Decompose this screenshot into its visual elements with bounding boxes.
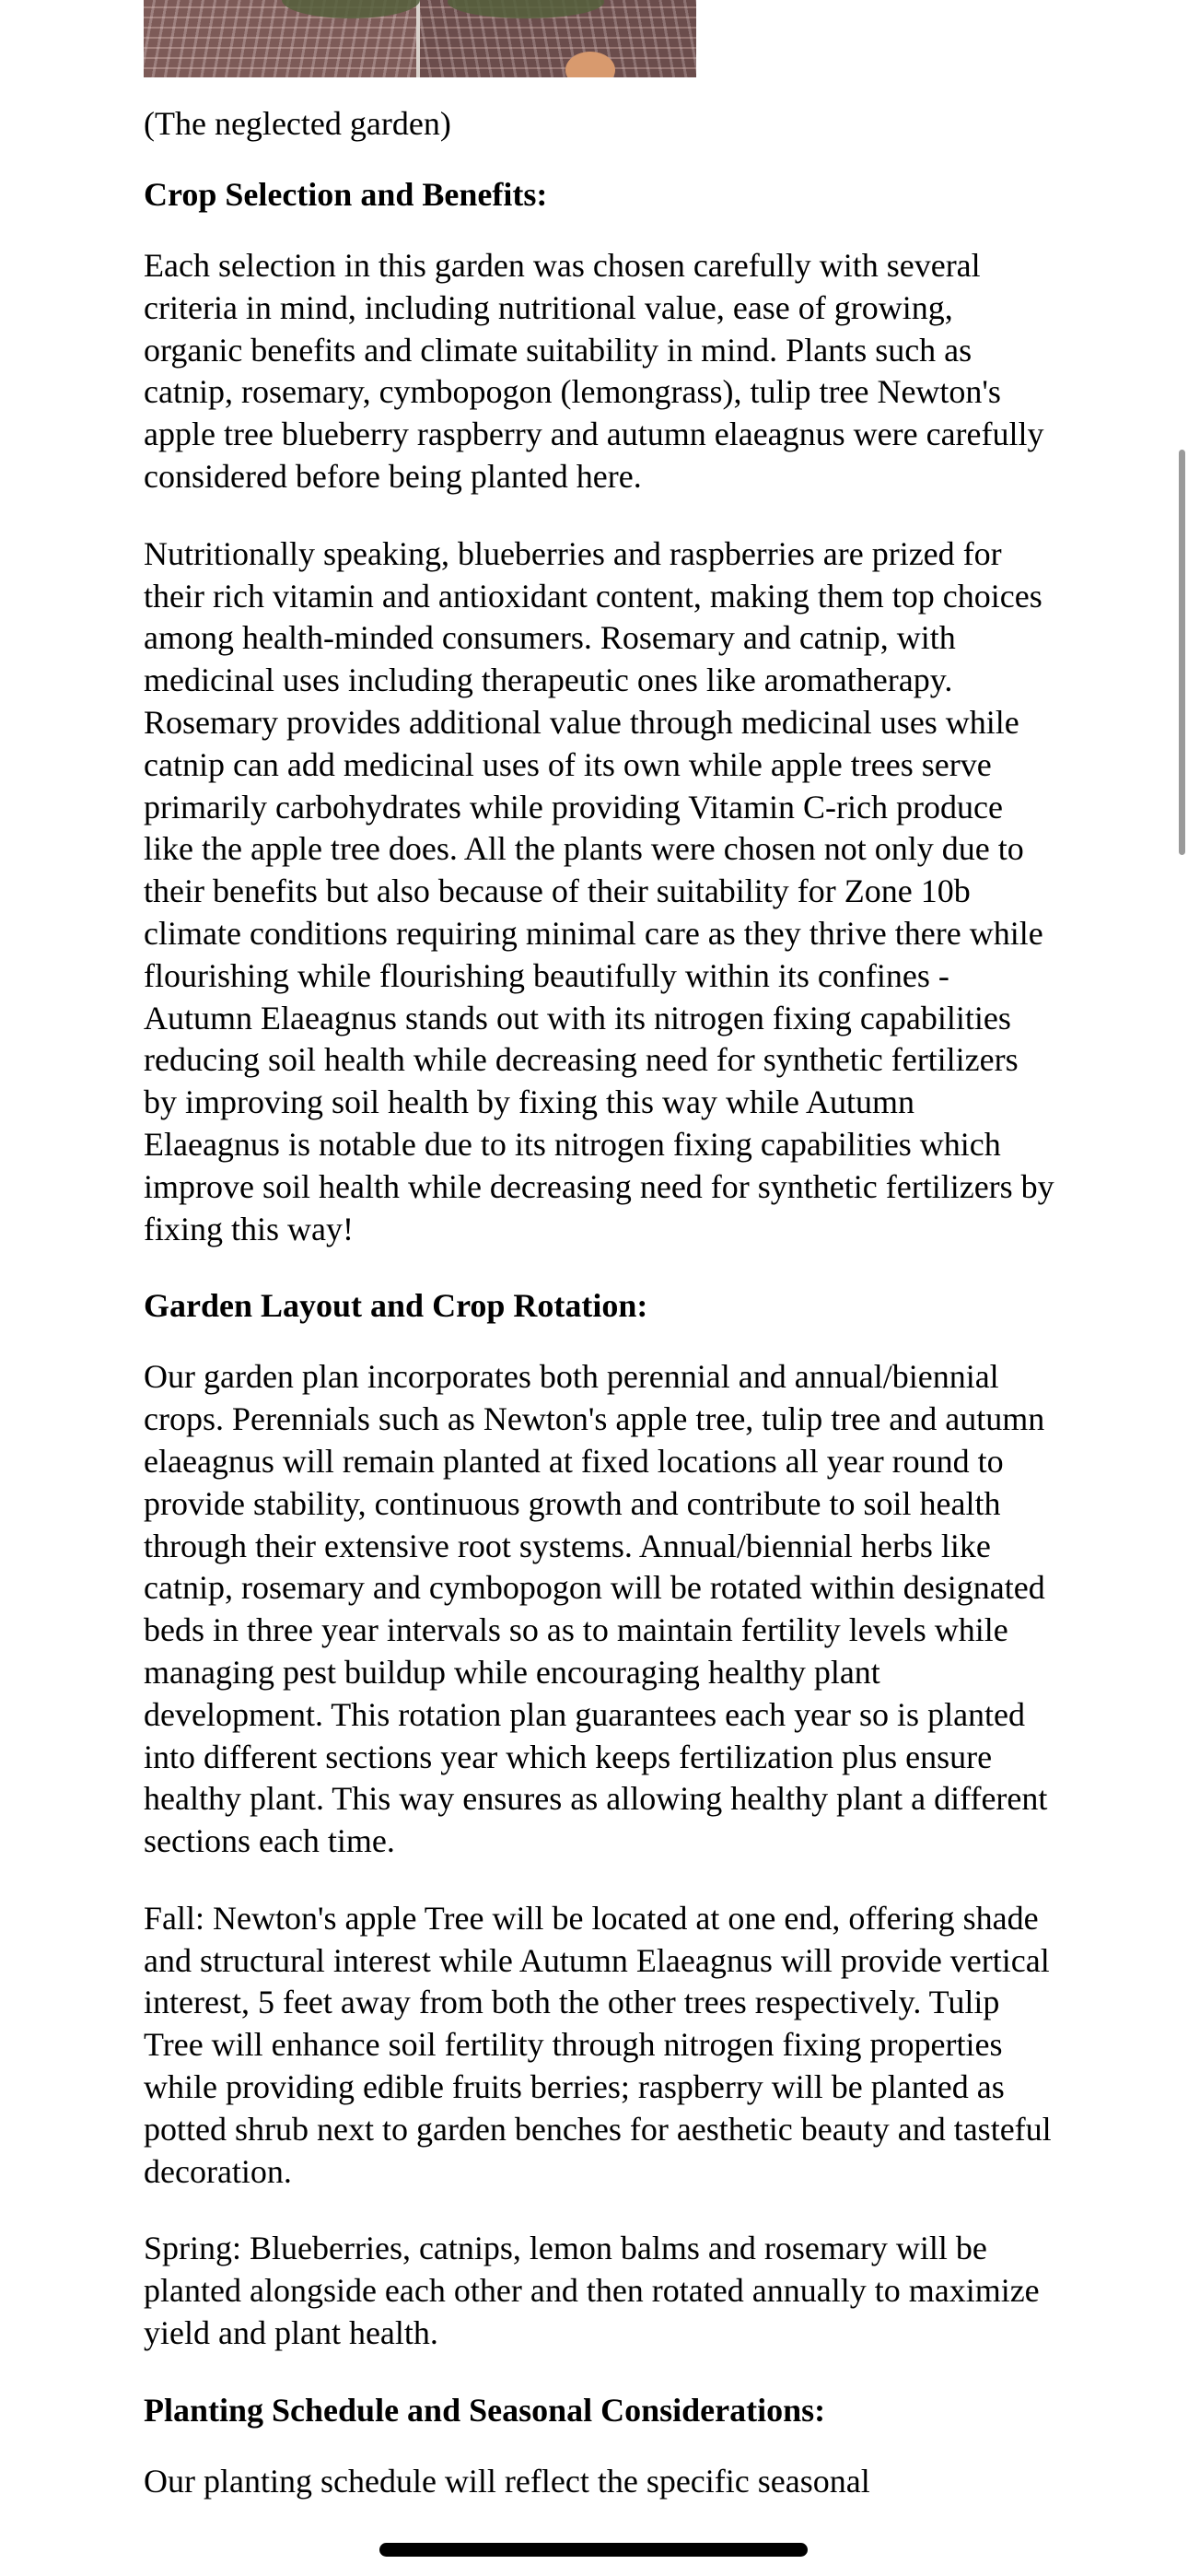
photo-caption: (The neglected garden) xyxy=(144,105,451,142)
paragraph: Our planting schedule will reflect the specific seasonal xyxy=(144,2462,870,2500)
section-heading-garden-layout: Garden Layout and Crop Rotation: xyxy=(144,1287,648,1325)
article-content xyxy=(144,103,1055,2538)
paragraph: Nutritionally speaking, blueberries and raspberries are prized for their rich vitamin and antioxidant content, making them top choices among health-minded consumers. Rosemary and catnip, with medicinal uses including therapeutic ones like aromatherapy. Rosemary provides additional value through medicinal uses while catnip can add medicinal uses of its own while apple trees serve primarily carbohydrates while providing Vitamin C-rich produce like the apple tree does. All the plants were chosen not only due to their benefits but also because of their suitability for Zone 10b climate conditions requiring minimal care as they thrive there while flourishing while flourishing beautifully within its confines - Autumn Elaeagnus stands out with its nitrogen fixing capabilities reducing soil health while decreasing need for synthetic fertilizers by improving soil health by fixing this way while Autumn Elaeagnus is notable due to its nitrogen fixing capabilities which improve soil health while decreasing need for synthetic fertilizers by fixing this way! xyxy=(144,534,1054,1247)
section-heading-planting-schedule: Planting Schedule and Seasonal Considerations: xyxy=(144,2391,826,2429)
section-heading-crop-selection: Crop Selection and Benefits: xyxy=(144,176,548,213)
scrollbar[interactable] xyxy=(1179,450,1185,855)
paragraph: Fall: Newton's apple Tree will be located at one end, offering shade and structural interest while Autumn Elaeagnus will provide vertical interest, 5 feet away from both the other trees respectively. Tulip Tree will enhance soil fertility through nitrogen fixing properties while providing edible fruits berries; raspberry will be planted as potted shrub next to garden benches for aesthetic beauty and tasteful decoration. xyxy=(144,1899,1052,2190)
paragraph: Each selection in this garden was chosen carefully with several criteria in mind, including nutritional value, ease of growing, organic benefits and climate suitability in mind. Plants such as catnip, rosemary, cymbopogon (lemongrass), tulip tree Newton's apple tree blueberry raspberry and autumn elaeagnus were carefully considered before being planted here. xyxy=(144,247,1044,495)
paragraph: Our garden plan incorporates both perennial and annual/biennial crops. Perennials such as Newton's apple tree, tulip tree and autumn elaeagnus will remain planted at fixed locations all year round to provide stability, continuous growth and contribute to soil health through their extensive root systems. Annual/biennial herbs like catnip, rosemary and cymbopogon will be rotated within designated beds in three year intervals so as to maintain fertility levels while managing pest buildup while encouraging healthy plant development. This rotation plan guarantees each year so is planted into different sections year which keeps fertilization plus ensure healthy plant. This way ensures as allowing healthy plant a different sections each time. xyxy=(144,1358,1048,1860)
paragraph: Spring: Blueberries, catnips, lemon balms and rosemary will be planted alongside each other and then rotated annually to maximize yield and plant health. xyxy=(144,2230,1040,2352)
home-indicator[interactable] xyxy=(379,2543,808,2557)
garden-photo xyxy=(144,0,696,77)
